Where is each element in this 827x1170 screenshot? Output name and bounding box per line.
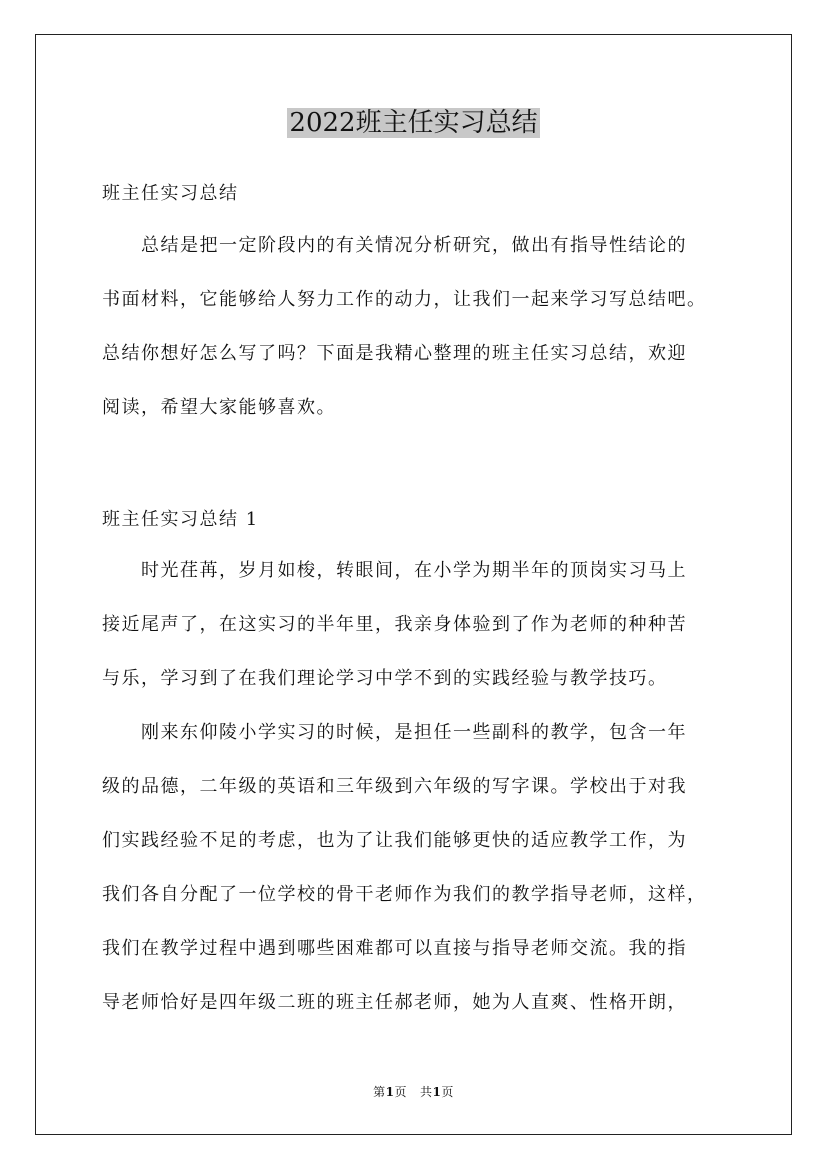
body-text — [102, 544, 742, 1030]
document-title-text: 2022班主任实习总结 — [289, 108, 538, 138]
paragraph-line: 阅读，希望大家能够喜欢。 — [102, 397, 336, 418]
paragraph-line: 我们在教学过程中遇到哪些困难都可以直接与指导老师交流。我的指 — [102, 938, 687, 959]
footer-page-number: 1 — [385, 1085, 395, 1099]
paragraph-line: 级的品德，二年级的英语和三年级到六年级的写字课。学校出于对我 — [102, 776, 687, 797]
footer-total-prefix: 共 — [419, 1085, 433, 1099]
footer-page-suffix: 页 — [394, 1085, 408, 1099]
paragraph-line: 接近尾声了，在这实习的半年里，我亲身体验到了作为老师的种种苦 — [102, 614, 687, 635]
paragraph-line: 总结你想好怎么写了吗？下面是我精心整理的班主任实习总结，欢迎 — [102, 343, 687, 364]
document-title — [0, 103, 827, 143]
section-heading: 班主任实习总结 — [102, 183, 239, 204]
intro-paragraph — [102, 219, 742, 435]
paragraph-line: 与乐，学习到了在我们理论学习中学不到的实践经验与教学技巧。 — [102, 668, 668, 689]
paragraph-line: 刚来东仰陵小学实习的时候，是担任一些副科的教学，包含一年 — [102, 722, 687, 743]
paragraph-line: 们实践经验不足的考虑，也为了让我们能够更快的适应教学工作，为 — [102, 830, 687, 851]
paragraph-line: 导老师恰好是四年级二班的班主任郝老师，她为人直爽、性格开朗， — [102, 992, 687, 1013]
paragraph-line: 时光荏苒，岁月如梭，转眼间，在小学为期半年的顶岗实习马上 — [102, 560, 687, 581]
footer-total-pages: 1 — [432, 1085, 442, 1099]
sub-heading: 班主任实习总结 1 — [102, 509, 259, 530]
page-footer — [0, 1083, 827, 1101]
footer-prefix: 第 — [373, 1085, 386, 1099]
footer-total-suffix: 页 — [441, 1085, 454, 1099]
paragraph-line: 书面材料，它能够给人努力工作的动力，让我们一起来学习写总结吧。 — [102, 289, 707, 310]
paragraph-line: 我们各自分配了一位学校的骨干老师作为我们的教学指导老师，这样， — [102, 884, 707, 905]
paragraph-line: 总结是把一定阶段内的有关情况分析研究，做出有指导性结论的 — [102, 235, 687, 256]
